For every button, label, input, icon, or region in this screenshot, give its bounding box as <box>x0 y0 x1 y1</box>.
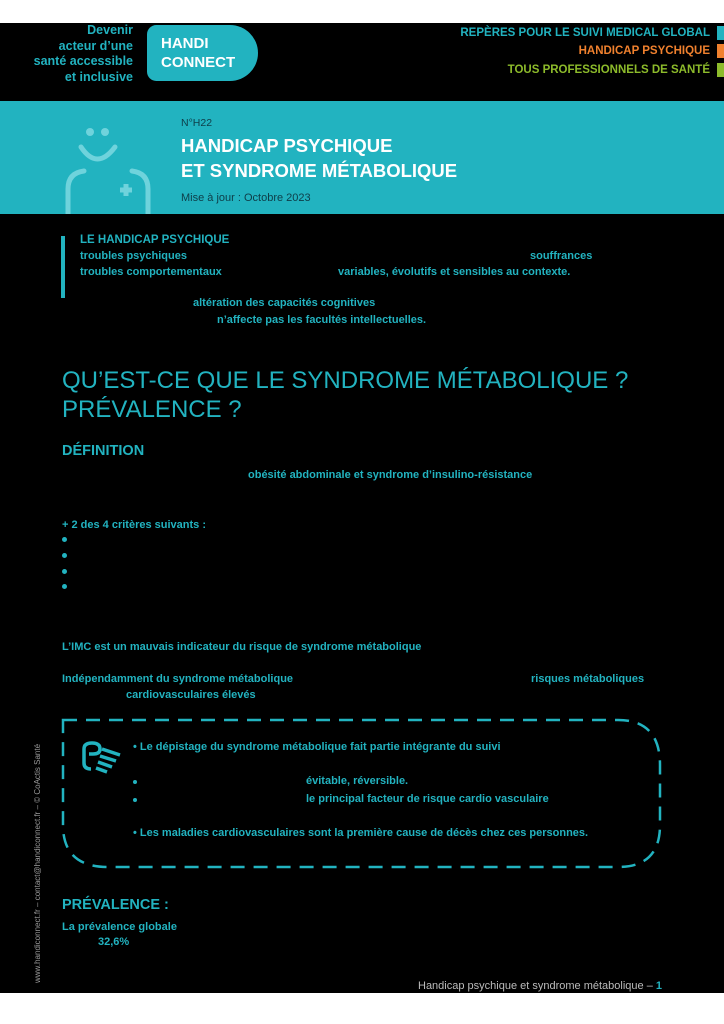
tagline-line: Devenir <box>87 23 133 37</box>
prevalence-text: La prévalence globale <box>62 921 177 933</box>
risk-text: cardiovasculaires élevés <box>126 689 256 701</box>
tagline <box>0 23 133 85</box>
pointing-hand-icon <box>80 741 124 775</box>
page-number: 1 <box>655 980 662 992</box>
imc-text: L’IMC est un mauvais indicateur du risque de syndrome métabolique <box>62 641 422 653</box>
risk-text: Indépendamment du syndrome métabolique <box>62 673 294 685</box>
callout-item: • Le dépistage du syndrome métabolique fait partie intégrante du suivi <box>133 741 501 753</box>
page-footer: Handicap psychique et syndrome métabolique – 1 <box>418 980 662 992</box>
intro-text: troubles comportementaux <box>80 266 222 278</box>
intro-text: altération des capacités cognitives <box>193 297 376 309</box>
intro-text: souffrances <box>530 250 593 262</box>
intro-accent-bar <box>61 236 65 298</box>
prevalence-value: 32,6% <box>98 936 130 948</box>
header-audience: TOUS PROFESSIONNELS DE SANTÉ <box>507 64 710 76</box>
document-title: HANDICAP PSYCHIQUE ET SYNDROME MÉTABOLIQUE <box>181 135 458 181</box>
definition-text: obésité abdominale et syndrome d’insulino-résistance <box>248 469 533 481</box>
criteria-label: + 2 des 4 critères suivants : <box>62 519 206 531</box>
intro-text: troubles psychiques <box>80 250 187 262</box>
side-credits: www.handiconnect.fr – contact@handiconnect.fr – © CoActis Santé <box>33 743 42 983</box>
handiconnect-logo: HANDI CONNECT <box>147 25 258 81</box>
tagline-line: acteur d’une <box>58 38 133 53</box>
health-professional-icon <box>60 109 160 214</box>
tagline-line: et inclusive <box>64 69 133 84</box>
section-title: QU’EST-CE QUE LE SYNDROME MÉTABOLIQUE ? PRÉVALENCE ? <box>62 367 629 423</box>
document-reference: N°H22 <box>181 117 213 129</box>
bullet-icon <box>62 537 67 542</box>
definition-heading: DÉFINITION <box>62 443 145 459</box>
bullet-icon <box>62 553 67 558</box>
bullet-icon <box>133 798 137 802</box>
intro-heading: LE HANDICAP PSYCHIQUE <box>80 234 230 246</box>
risk-text: risques métaboliques <box>531 673 645 685</box>
bullet-icon <box>133 780 137 784</box>
intro-text: variables, évolutifs et sensibles au contexte. <box>338 266 571 278</box>
bullet-icon <box>62 584 67 589</box>
callout-item: évitable, réversible. <box>306 775 409 787</box>
document-page <box>0 23 724 993</box>
header-handicap-type: HANDICAP PSYCHIQUE <box>578 45 710 57</box>
header-category: REPÈRES POUR LE SUIVI MEDICAL GLOBAL <box>460 27 710 39</box>
color-tab-green <box>717 63 724 77</box>
intro-text: n’affecte pas les facultés intellectuelles. <box>217 314 427 326</box>
prevalence-heading: PRÉVALENCE : <box>62 897 169 913</box>
callout-item: le principal facteur de risque cardio vasculaire <box>306 793 549 805</box>
title-banner <box>0 101 724 214</box>
callout-item: • Les maladies cardiovasculaires sont la première cause de décès chez ces personnes. <box>133 827 589 839</box>
bullet-icon <box>62 569 67 574</box>
color-tab-teal <box>717 26 724 40</box>
tagline-line: santé accessible <box>33 54 133 68</box>
color-tab-orange <box>717 44 724 58</box>
update-date: Mise à jour : Octobre 2023 <box>181 192 311 204</box>
